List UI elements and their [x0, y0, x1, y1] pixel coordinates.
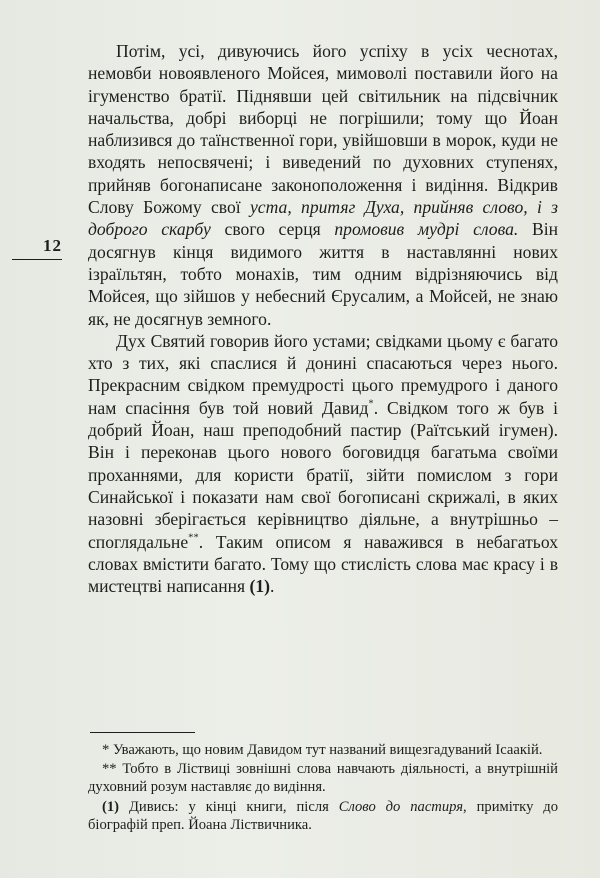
text-run: * Уважають, що новим Давидом тут названий вищезгадуваний Ісаакій.: [102, 742, 543, 758]
italic-run: Слово до пастиря: [338, 798, 464, 815]
footnotes: [88, 741, 558, 835]
endnote-reference: [88, 798, 558, 835]
italic-run: промовив мудрі слова.: [334, 219, 519, 240]
footnote-1: [88, 741, 558, 760]
footnote-marker: **: [188, 532, 199, 544]
text-run: Потім, усі, дивуючись його успіху в усіх чеснотах, немовби новоявленого Мойсея, мимоволі поставили його на ігуменство братії. Піднявши цей світильник на підсвічник начальства, добрі виборці не погрішили; тому що Йоан наблизився до таїнственної гори, увійшовши в морок, куди не входять непосвячені; і виведений по духовних ступенях, прийняв богонаписане законоположення і видіння. Відкрив Слову Божому свої: [88, 41, 558, 218]
page-number-rule: [12, 259, 62, 260]
main-text: [88, 40, 558, 597]
footnote-marker: *: [368, 398, 374, 410]
bold-run: (1): [249, 576, 271, 597]
bold-run: (1): [102, 798, 120, 815]
text-run: , примітку до біографій преп. Йоана Ліствичника.: [88, 798, 558, 834]
text-run: Дух Святий говорив його устами; свідками цьому є багато хто з тих, які спаслися й донині спасаються через нього. Прекрасним свідком премудрості цього премудрого і даного нам спасіння був той новий Давид: [88, 330, 558, 418]
footnote-2: [88, 760, 558, 797]
text-run: ** Тобто в Ліствиці зовнішні слова навчають діяльності, а внутрішній духовний розум наставляє до видіння.: [88, 760, 558, 796]
paragraph-2: [88, 330, 558, 598]
text-run: . Свідком того ж був і добрий Йоан, наш преподобний пастир (Раїтський ігумен). Він і переконав цього нового боговидця багатьма своїми проханнями, для користи братії, зійти помислом з гори Синайської і показати нам свої богописані скрижалі, в яких назовні зберігається керівництво діяльне, а внутрішньо – споглядальне: [88, 397, 558, 552]
italic-run: уста, притяг Духа, прийняв слово, і з доброго скарбу: [88, 197, 558, 240]
text-run: .: [270, 576, 275, 597]
text-run: Дивись: у кінці книги, після: [119, 798, 339, 815]
text-run: Він досягнув кінця видимого життя в наставлянні нових ізраїльтян, тобто монахів, тим одним відрізняючись від Мойсея, що зійшов у небесний Єрусалим, а Мойсей, не знаю як, не досягнув земного.: [88, 219, 559, 329]
footnote-separator: [90, 732, 195, 733]
paragraph-1: [88, 40, 558, 330]
text-run: свого серця: [210, 219, 335, 240]
text-run: . Таким описом я наважився в небагатьох словах вмістити багато. Тому що стислість слова має красу і в мистецтві написання: [88, 531, 558, 597]
page-number: 12: [43, 236, 62, 255]
